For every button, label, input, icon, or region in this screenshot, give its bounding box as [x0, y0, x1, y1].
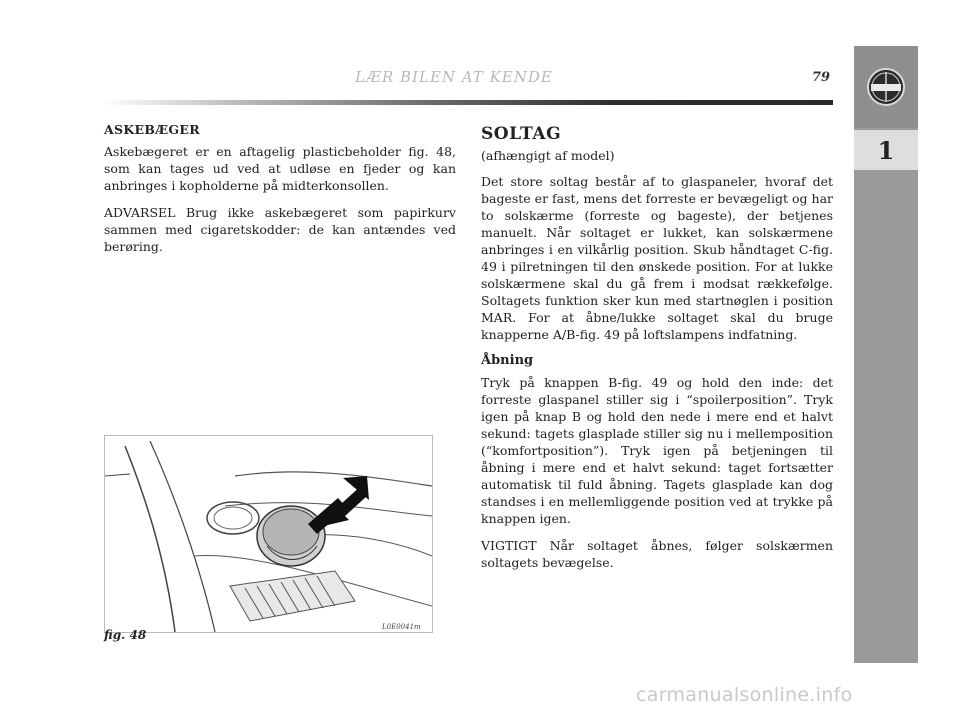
- ashtray-warning: ADVARSEL Brug ikke askebægeret som papirkurv sammen med cigaretskodder: de kan antændes ved berøring.: [104, 205, 456, 254]
- left-column: [104, 122, 456, 265]
- right-column: [481, 122, 833, 581]
- ashtray-drawing: [105, 436, 432, 632]
- pointer-arrow-icon: [308, 476, 369, 534]
- ashtray-heading: ASKEBÆGER: [104, 122, 200, 137]
- important-note: VIGTIGT Når soltaget åbnes, følger solskærmen soltagets bevægelse.: [481, 538, 833, 570]
- header-divider: [103, 100, 833, 105]
- page-header-title: LÆR BILEN AT KENDE: [355, 68, 553, 86]
- page-number: 79: [812, 70, 831, 85]
- chapter-sidebar: [854, 46, 918, 663]
- figure-caption: fig. 48: [104, 628, 147, 642]
- sunroof-subheading: (afhængigt af model): [481, 148, 615, 163]
- opening-paragraph: Tryk på knappen B-fig. 49 og hold den inde: det forreste glaspanel stiller sig i “spoilerposition”. Tryk igen på knap B og hold den nede i mere end et halvt sekund: tagets glasplade stiller sig nu i mellemposition (“komfortposition”). Tryk igen på betjeningen til åbning i mere end et halvt sekund: taget fortsætter automatisk til fuld åbning. Tagets glasplade kan dog standses i en mellemliggende position ved at trykke på knappen igen.: [481, 375, 833, 526]
- ashtray-paragraph: Askebægeret er en aftagelig plasticbeholder fig. 48, som kan tages ud ved at udløse en fjeder og kan anbringes i kopholderne på midterkonsollen.: [104, 144, 456, 193]
- lancia-logo-icon: [866, 66, 906, 108]
- figure-code: L0E0041m: [382, 623, 421, 631]
- brand-logo-box: [854, 46, 918, 128]
- opening-heading: Åbning: [481, 353, 534, 368]
- figure-48-ashtray-illustration: [104, 435, 433, 633]
- chapter-number: 1: [854, 130, 918, 170]
- sunroof-paragraph: Det store soltag består af to glaspaneler, hvoraf det bageste er fast, mens det forreste er bevægeligt og har to solskærme (forreste og bageste), der betjenes manuelt. Når soltaget er lukket, kan solskærmene anbringes i en vilkårlig position. Skub håndtaget C-fig. 49 i pilretningen til den ønskede position. For at lukke solskærmene skal du gå frem i modsat rækkefølge. Soltagets funktion sker kun med startnøglen i position MAR. For at åbne/lukke soltaget skal du bruge knapperne A/B-fig. 49 på loftslampens indfatning.: [481, 174, 833, 342]
- sunroof-heading: SOLTAG: [481, 124, 562, 144]
- watermark: carmanualsonline.info: [636, 684, 853, 706]
